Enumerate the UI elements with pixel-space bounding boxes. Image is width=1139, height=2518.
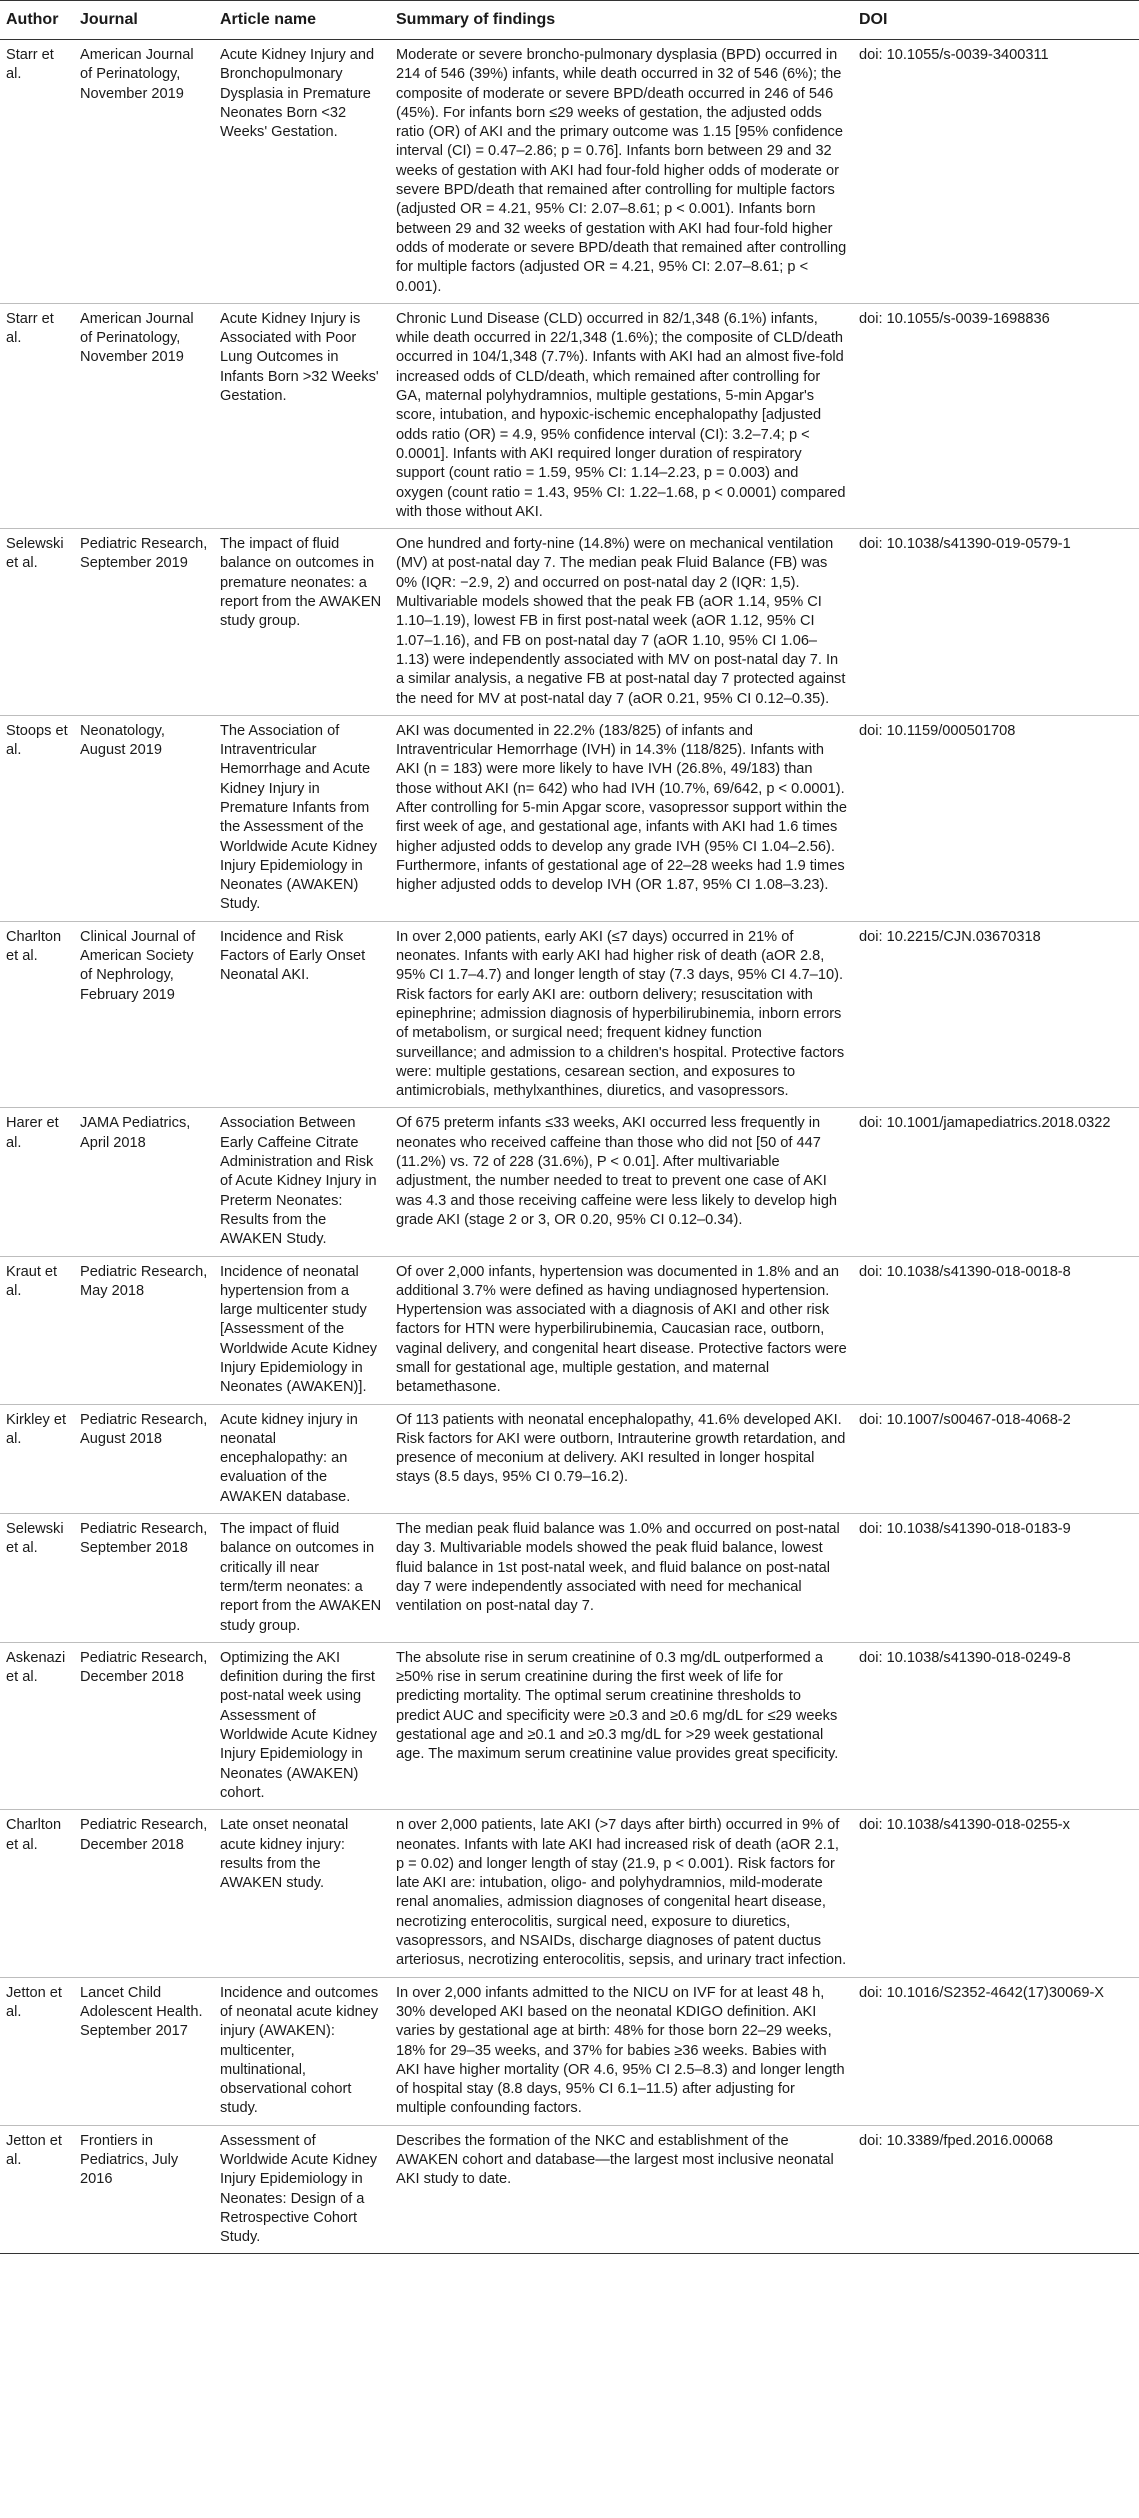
cell-summary: The median peak fluid balance was 1.0% and occurred on post-natal day 3. Multivariable models showed the peak fluid balance, lowest fluid balance in 1st post-natal week, and fluid balance on post-natal day 7 were independently associated with need for mechanical ventilation on post-natal day 7. (390, 1514, 853, 1643)
table-row (0, 1642, 1139, 1809)
cell-author: Selewski et al. (0, 529, 74, 716)
cell-author: Starr et al. (0, 303, 74, 528)
cell-doi: doi: 10.3389/fped.2016.00068 (853, 2125, 1139, 2254)
cell-journal: Pediatric Research, December 2018 (74, 1642, 214, 1809)
cell-doi: doi: 10.1055/s-0039-3400311 (853, 40, 1139, 304)
cell-author: Stoops et al. (0, 715, 74, 921)
cell-author: Starr et al. (0, 40, 74, 304)
cell-article: The Association of Intraventricular Hemorrhage and Acute Kidney Injury in Premature Infants from the Assessment of the Worldwide Acute Kidney Injury Epidemiology in Neonates (AWAKEN) Study. (214, 715, 390, 921)
cell-doi: doi: 10.1038/s41390-019-0579-1 (853, 529, 1139, 716)
table-row (0, 715, 1139, 921)
cell-journal: Pediatric Research, August 2018 (74, 1404, 214, 1513)
header-row (0, 1, 1139, 40)
cell-summary: n over 2,000 patients, late AKI (>7 days after birth) occurred in 9% of neonates. Infants with late AKI had increased risk of death (aOR 2.1, p = 0.02) and longer length of stay (21.9, p < 0.001). Risk factors for late AKI are: intubation, oligo- and polyhydramnios, mild-moderate renal anomalies, admission diagnoses of congenital heart disease, necrotizing enterocolitis, surgical need, exposure to diuretics, vasopressors, and NSAIDs, discharge diagnoses of patent ductus arteriosus, necrotizing enterocolitis, sepsis, and urinary tract infection. (390, 1810, 853, 1977)
table-row (0, 1404, 1139, 1513)
cell-journal: Clinical Journal of American Society of Nephrology, February 2019 (74, 921, 214, 1108)
cell-article: Incidence and outcomes of neonatal acute kidney injury (AWAKEN): multicenter, multinational, observational cohort study. (214, 1977, 390, 2125)
cell-summary: Of 113 patients with neonatal encephalopathy, 41.6% developed AKI. Risk factors for AKI were outborn, Intrauterine growth retardation, and presence of meconium at delivery. AKI resulted in longer hospital stays (8.5 days, 95% CI 0.79–16.2). (390, 1404, 853, 1513)
cell-article: The impact of fluid balance on outcomes in premature neonates: a report from the AWAKEN study group. (214, 529, 390, 716)
cell-summary: Chronic Lund Disease (CLD) occurred in 82/1,348 (6.1%) infants, while death occurred in 22/1,348 (1.6%); the composite of CLD/death occurred in 104/1,348 (7.7%). Infants with AKI had an almost five-fold increased odds of CLD/death, which remained after controlling for GA, maternal polyhydramnios, multiple gestations, 5-min Apgar's score, intubation, and hypoxic-ischemic encephalopathy [adjusted odds ratio (OR) = 4.9, 95% confidence interval (CI): 3.2–7.4; p < 0.0001]. Infants with AKI required longer duration of respiratory support (count ratio = 1.59, 95% CI: 1.14–2.23, p = 0.003) and oxygen (count ratio = 1.43, 95% CI: 1.22–1.68, p < 0.0001) compared with those without AKI. (390, 303, 853, 528)
header-journal: Journal (74, 1, 214, 40)
header-summary: Summary of findings (390, 1, 853, 40)
cell-author: Harer et al. (0, 1108, 74, 1256)
cell-article: Incidence of neonatal hypertension from a large multicenter study [Assessment of the Worldwide Acute Kidney Injury Epidemiology in Neonates (AWAKEN)]. (214, 1256, 390, 1404)
cell-doi: doi: 10.1159/000501708 (853, 715, 1139, 921)
cell-article: Assessment of Worldwide Acute Kidney Injury Epidemiology in Neonates: Design of a Retrospective Cohort Study. (214, 2125, 390, 2254)
cell-author: Jetton et al. (0, 1977, 74, 2125)
table-row (0, 1810, 1139, 1977)
cell-doi: doi: 10.1038/s41390-018-0183-9 (853, 1514, 1139, 1643)
cell-summary: One hundred and forty-nine (14.8%) were on mechanical ventilation (MV) at post-natal day 7. The median peak Fluid Balance (FB) was 0% (IQR: −2.9, 2) and occurred on post-natal day 2 (IQR: 1,5). Multivariable models showed that the peak FB (aOR 1.14, 95% CI 1.10–1.19), lowest FB in first post-natal week (aOR 1.12, 95% CI 1.07–1.16), and FB on post-natal day 7 (aOR 1.10, 95% CI 1.06–1.13) were independently associated with MV on post-natal day 7. In a similar analysis, a negative FB at post-natal day 7 protected against the need for MV at post-natal day 7 (aOR 0.21, 95% CI 0.12–0.35). (390, 529, 853, 716)
cell-article: Incidence and Risk Factors of Early Onset Neonatal AKI. (214, 921, 390, 1108)
cell-summary: In over 2,000 infants admitted to the NICU on IVF for at least 48 h, 30% developed AKI based on the neonatal KDIGO definition. AKI varies by gestational age at birth: 48% for those born 22–29 weeks, 18% for 29–35 weeks, and 37% for babies ≥36 weeks. Babies with AKI have higher mortality (OR 4.6, 95% CI 2.5–8.3) and longer length of hospital stay (8.8 days, 95% CI 6.1–11.5) after adjusting for multiple confounding factors. (390, 1977, 853, 2125)
table-row (0, 1977, 1139, 2125)
table-row (0, 1256, 1139, 1404)
cell-article: The impact of fluid balance on outcomes in critically ill near term/term neonates: a report from the AWAKEN study group. (214, 1514, 390, 1643)
cell-journal: Pediatric Research, September 2018 (74, 1514, 214, 1643)
cell-journal: Neonatology, August 2019 (74, 715, 214, 921)
cell-doi: doi: 10.1038/s41390-018-0249-8 (853, 1642, 1139, 1809)
cell-doi: doi: 10.1055/s-0039-1698836 (853, 303, 1139, 528)
cell-doi: doi: 10.1007/s00467-018-4068-2 (853, 1404, 1139, 1513)
cell-author: Kirkley et al. (0, 1404, 74, 1513)
header-article: Article name (214, 1, 390, 40)
table-row (0, 921, 1139, 1108)
cell-article: Optimizing the AKI definition during the first post-natal week using Assessment of Worldwide Acute Kidney Injury Epidemiology in Neonates (AWAKEN) cohort. (214, 1642, 390, 1809)
cell-journal: Lancet Child Adolescent Health. September 2017 (74, 1977, 214, 2125)
cell-journal: American Journal of Perinatology, November 2019 (74, 40, 214, 304)
cell-summary: Of 675 preterm infants ≤33 weeks, AKI occurred less frequently in neonates who received caffeine than those who did not [50 of 447 (11.2%) vs. 72 of 228 (31.6%), P < 0.01]. After multivariable adjustment, the number needed to treat to prevent one case of AKI was 4.3 and those receiving caffeine were less likely to develop high grade AKI (stage 2 or 3, OR 0.20, 95% CI 0.12–0.34). (390, 1108, 853, 1256)
cell-summary: Of over 2,000 infants, hypertension was documented in 1.8% and an additional 3.7% were defined as having undiagnosed hypertension. Hypertension was associated with a diagnosis of AKI and other risk factors for HTN were hyperbilirubinemia, Caucasian race, outborn, vaginal delivery, and congenital heart disease. Protective factors were small for gestational age, multiple gestation, and maternal betamethasone. (390, 1256, 853, 1404)
cell-summary: The absolute rise in serum creatinine of 0.3 mg/dL outperformed a ≥50% rise in serum creatinine during the first week of life for predicting mortality. The optimal serum creatinine thresholds to predict AUC and specificity were ≥0.3 and ≥0.6 mg/dL for ≤29 weeks gestational age and ≥0.1 and ≥0.3 mg/dL for >29 week gestational age. The maximum serum creatinine value provides great specificity. (390, 1642, 853, 1809)
cell-doi: doi: 10.1001/jamapediatrics.2018.0322 (853, 1108, 1139, 1256)
table-row (0, 529, 1139, 716)
table-row (0, 303, 1139, 528)
cell-doi: doi: 10.1016/S2352-4642(17)30069-X (853, 1977, 1139, 2125)
cell-author: Charlton et al. (0, 1810, 74, 1977)
table-row (0, 40, 1139, 304)
cell-summary: In over 2,000 patients, early AKI (≤7 days) occurred in 21% of neonates. Infants with early AKI had higher risk of death (aOR 2.8, 95% CI 1.7–4.7) and longer length of stay (7.3 days, 95% CI 4.7–10). Risk factors for early AKI are: outborn delivery; resuscitation with epinephrine; admission diagnosis of hyperbilirubinemia, inborn errors of metabolism, or surgical need; frequent kidney function surveillance; and admission to a children's hospital. Protective factors were: multiple gestations, cesarean section, and exposures to antimicrobials, methylxanthines, diuretics, and vasopressors. (390, 921, 853, 1108)
cell-author: Kraut et al. (0, 1256, 74, 1404)
cell-doi: doi: 10.1038/s41390-018-0018-8 (853, 1256, 1139, 1404)
table-body (0, 40, 1139, 2254)
cell-article: Acute kidney injury in neonatal encephalopathy: an evaluation of the AWAKEN database. (214, 1404, 390, 1513)
cell-author: Selewski et al. (0, 1514, 74, 1643)
cell-article: Acute Kidney Injury and Bronchopulmonary Dysplasia in Premature Neonates Born <32 Weeks' Gestation. (214, 40, 390, 304)
cell-summary: AKI was documented in 22.2% (183/825) of infants and Intraventricular Hemorrhage (IVH) in 14.3% (118/825). Infants with AKI (n = 183) were more likely to have IVH (26.8%, 49/183) than those without AKI (n= 642) who had IVH (10.7%, 69/642, p < 0.0001). After controlling for 5-min Apgar score, vasopressor support within the first week of age, and gestational age, infants with AKI had 1.6 times higher adjusted odds to develop any grade IVH (95% CI 1.04–2.56). Furthermore, infants of gestational age of 22–28 weeks had 1.9 times higher adjusted odds to develop IVH (OR 1.87, 95% CI 1.08–3.23). (390, 715, 853, 921)
header-author: Author (0, 1, 74, 40)
cell-article: Acute Kidney Injury is Associated with Poor Lung Outcomes in Infants Born >32 Weeks' Gestation. (214, 303, 390, 528)
cell-journal: Pediatric Research, May 2018 (74, 1256, 214, 1404)
cell-author: Jetton et al. (0, 2125, 74, 2254)
table-row (0, 2125, 1139, 2254)
cell-summary: Describes the formation of the NKC and establishment of the AWAKEN cohort and database—the largest most inclusive neonatal AKI study to date. (390, 2125, 853, 2254)
table-row (0, 1108, 1139, 1256)
cell-article: Late onset neonatal acute kidney injury: results from the AWAKEN study. (214, 1810, 390, 1977)
cell-article: Association Between Early Caffeine Citrate Administration and Risk of Acute Kidney Injury in Preterm Neonates: Results from the AWAKEN Study. (214, 1108, 390, 1256)
cell-journal: JAMA Pediatrics, April 2018 (74, 1108, 214, 1256)
cell-doi: doi: 10.1038/s41390-018-0255-x (853, 1810, 1139, 1977)
header-doi: DOI (853, 1, 1139, 40)
cell-doi: doi: 10.2215/CJN.03670318 (853, 921, 1139, 1108)
cell-journal: Pediatric Research, September 2019 (74, 529, 214, 716)
cell-author: Charlton et al. (0, 921, 74, 1108)
table-row (0, 1514, 1139, 1643)
cell-author: Askenazi et al. (0, 1642, 74, 1809)
cell-journal: Pediatric Research, December 2018 (74, 1810, 214, 1977)
cell-summary: Moderate or severe broncho-pulmonary dysplasia (BPD) occurred in 214 of 546 (39%) infants, while death occurred in 32 of 546 (6%); the composite of moderate or severe BPD/death occurred in 246 of 546 (45%). For infants born ≤29 weeks of gestation, the adjusted odds ratio (OR) of AKI and the primary outcome was 1.15 [95% confidence interval (CI) = 0.47–2.86; p = 0.76]. Infants born between 29 and 32 weeks of gestation with AKI had four-fold higher odds of moderate or severe BPD/death that remained after controlling for multiple factors (adjusted OR = 4.21, 95% CI: 2.07–8.61; p < 0.001). Infants born between 29 and 32 weeks of gestation with AKI had four-fold higher odds of moderate or severe BPD/death that remained after controlling for multiple factors (adjusted OR = 4.21, 95% CI: 2.07–8.61; p < 0.001). (390, 40, 853, 304)
cell-journal: Frontiers in Pediatrics, July 2016 (74, 2125, 214, 2254)
table-header (0, 1, 1139, 40)
cell-journal: American Journal of Perinatology, November 2019 (74, 303, 214, 528)
